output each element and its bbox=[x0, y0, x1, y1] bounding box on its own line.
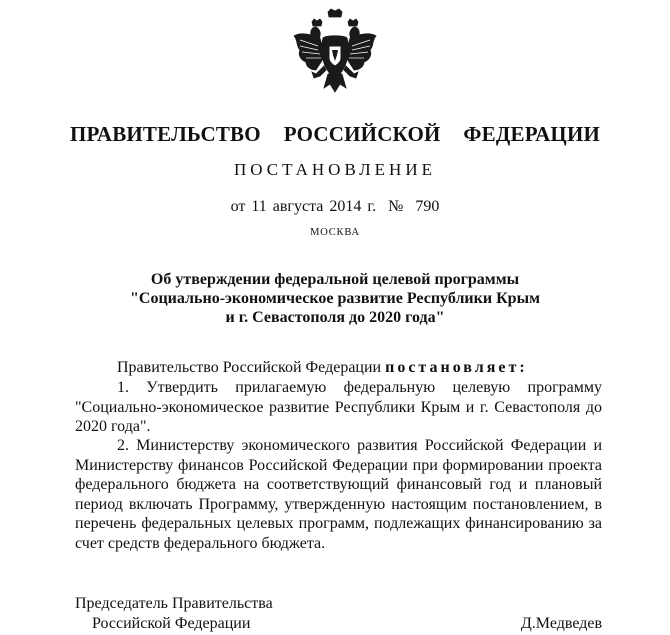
decree-item-2: 2. Министерству экономического развития Российской Федерации и Министерству финансов Российской Федерации при формировании проекта федерального бюджета на соответствующий финансовый год и плановый период включать Программу, утвержденную настоящим постановлением, в перечень федеральных целевых программ, подлежащих финансированию за счет средств федерального бюджета. bbox=[75, 437, 602, 552]
decree-title bbox=[0, 270, 670, 327]
signatory-role-line-2: Российской Федерации bbox=[92, 614, 251, 632]
government-title: ПРАВИТЕЛЬСТВО РОССИЙСКОЙ ФЕДЕРАЦИИ bbox=[69, 122, 601, 146]
signatory-name: Д.Медведев bbox=[520, 614, 602, 632]
preamble-verb: постановляет: bbox=[385, 359, 528, 376]
decree-item-1: 1. Утвердить прилагаемую федеральную целевую программу "Социально-экономическое развитие Республики Крым и г. Севастополя до 2020 года". bbox=[75, 379, 602, 435]
document-type: ПОСТАНОВЛЕНИЕ bbox=[233, 160, 436, 179]
preamble bbox=[75, 358, 602, 378]
signatory-role-line-1: Председатель Правительства bbox=[75, 595, 273, 612]
decree-title-line-2: "Социально-экономическое развитие Республики Крым bbox=[130, 290, 540, 307]
issue-city: МОСКВА bbox=[310, 227, 360, 238]
double-headed-eagle-icon bbox=[290, 8, 380, 96]
decree-title-line-3: и г. Севастополя до 2020 года" bbox=[225, 309, 445, 326]
date-and-number: от 11 августа 2014 г. № 790 bbox=[230, 198, 440, 215]
preamble-prefix: Правительство Российской Федерации bbox=[117, 359, 386, 376]
signature-block bbox=[75, 594, 602, 633]
decree-title-line-1: Об утверждении федеральной целевой программы bbox=[150, 271, 520, 288]
